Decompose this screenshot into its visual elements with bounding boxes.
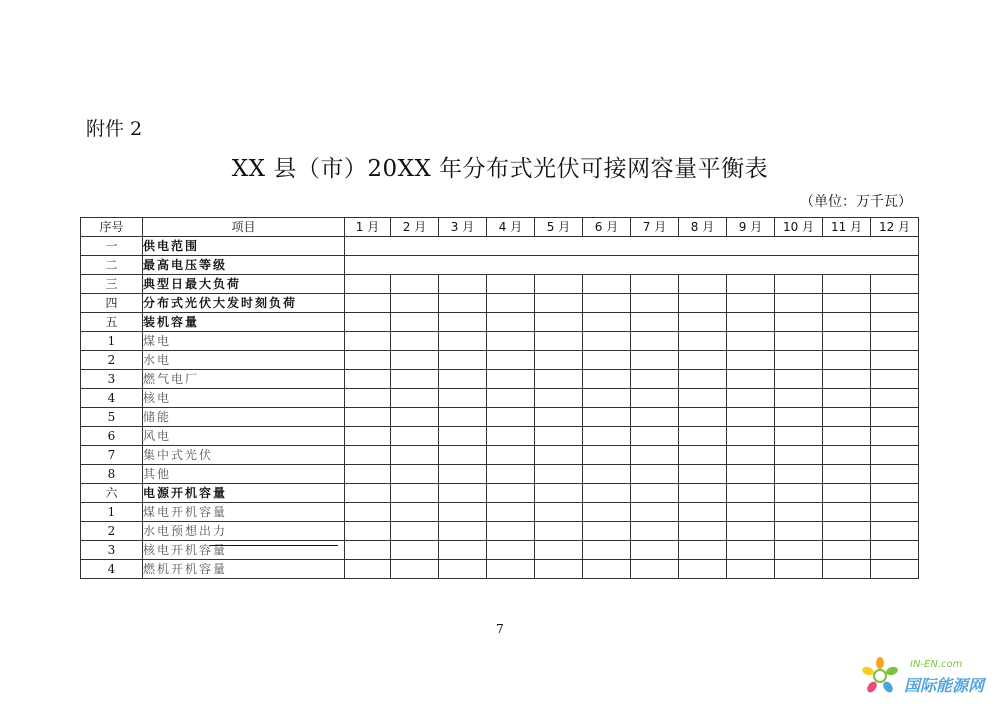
month-value-cell[interactable]: [583, 446, 631, 465]
month-value-cell[interactable]: [583, 294, 631, 313]
month-value-cell[interactable]: [345, 408, 391, 427]
month-value-cell[interactable]: [391, 446, 439, 465]
month-value-cell[interactable]: [487, 503, 535, 522]
month-value-cell[interactable]: [535, 275, 583, 294]
header-month: 7 月: [631, 218, 679, 237]
table-header-row: [81, 218, 919, 237]
month-value-cell[interactable]: [391, 294, 439, 313]
month-value-cell[interactable]: [823, 484, 871, 503]
month-value-cell[interactable]: [727, 389, 775, 408]
month-value-cell[interactable]: [583, 465, 631, 484]
month-value-cell[interactable]: [583, 427, 631, 446]
table-row: [81, 332, 919, 351]
row-number: 六: [81, 484, 143, 503]
month-value-cell[interactable]: [679, 484, 727, 503]
month-value-cell[interactable]: [775, 541, 823, 560]
month-value-cell[interactable]: [487, 370, 535, 389]
row-number: 3: [81, 541, 143, 560]
month-value-cell[interactable]: [823, 275, 871, 294]
row-item: 水电: [143, 351, 345, 370]
month-value-cell[interactable]: [727, 313, 775, 332]
month-value-cell[interactable]: [871, 446, 919, 465]
row-number: 8: [81, 465, 143, 484]
month-value-cell[interactable]: [391, 560, 439, 579]
row-number: 4: [81, 389, 143, 408]
table-row: [81, 522, 919, 541]
month-value-cell[interactable]: [535, 370, 583, 389]
month-value-cell[interactable]: [823, 351, 871, 370]
month-value-cell[interactable]: [439, 351, 487, 370]
month-value-cell[interactable]: [583, 275, 631, 294]
month-value-cell[interactable]: [583, 313, 631, 332]
row-number: 6: [81, 427, 143, 446]
table-row: [81, 484, 919, 503]
month-value-cell[interactable]: [631, 332, 679, 351]
month-value-cell[interactable]: [727, 446, 775, 465]
month-value-cell[interactable]: [823, 465, 871, 484]
month-value-cell[interactable]: [775, 313, 823, 332]
header-item: 项目: [143, 218, 345, 237]
table-row: [81, 446, 919, 465]
month-value-cell[interactable]: [439, 408, 487, 427]
month-value-cell[interactable]: [871, 351, 919, 370]
month-value-cell[interactable]: [871, 503, 919, 522]
month-value-cell[interactable]: [871, 370, 919, 389]
month-value-cell[interactable]: [345, 465, 391, 484]
month-value-cell[interactable]: [391, 484, 439, 503]
month-value-cell[interactable]: [631, 275, 679, 294]
month-value-cell[interactable]: [631, 522, 679, 541]
month-value-cell[interactable]: [391, 275, 439, 294]
month-value-cell[interactable]: [535, 313, 583, 332]
month-value-cell[interactable]: [631, 351, 679, 370]
month-value-cell[interactable]: [727, 427, 775, 446]
month-value-cell[interactable]: [439, 541, 487, 560]
row-number: 7: [81, 446, 143, 465]
row-item: 核电: [143, 389, 345, 408]
month-value-cell[interactable]: [775, 465, 823, 484]
month-value-cell[interactable]: [487, 522, 535, 541]
row-item: 燃机开机容量: [143, 560, 345, 579]
month-value-cell[interactable]: [345, 484, 391, 503]
month-value-cell[interactable]: [823, 370, 871, 389]
row-number: 1: [81, 503, 143, 522]
month-value-cell[interactable]: [391, 408, 439, 427]
month-value-cell[interactable]: [535, 389, 583, 408]
header-month: 10 月: [775, 218, 823, 237]
month-value-cell[interactable]: [871, 389, 919, 408]
month-value-cell[interactable]: [345, 522, 391, 541]
table-row: [81, 408, 919, 427]
month-value-cell[interactable]: [487, 560, 535, 579]
month-value-cell[interactable]: [631, 408, 679, 427]
row-number: 5: [81, 408, 143, 427]
month-value-cell[interactable]: [583, 332, 631, 351]
month-value-cell[interactable]: [631, 465, 679, 484]
month-value-cell[interactable]: [823, 427, 871, 446]
merged-value-cell[interactable]: [345, 237, 919, 256]
row-item: 核电开机容量: [143, 541, 345, 560]
month-value-cell[interactable]: [345, 503, 391, 522]
row-number: 五: [81, 313, 143, 332]
header-month: 2 月: [391, 218, 439, 237]
month-value-cell[interactable]: [535, 351, 583, 370]
unit-note: （单位：万千瓦）: [800, 194, 912, 210]
table-row: [81, 256, 919, 275]
month-value-cell[interactable]: [391, 522, 439, 541]
month-value-cell[interactable]: [775, 446, 823, 465]
month-value-cell[interactable]: [679, 370, 727, 389]
table-row: [81, 351, 919, 370]
month-value-cell[interactable]: [583, 408, 631, 427]
month-value-cell[interactable]: [583, 541, 631, 560]
month-value-cell[interactable]: [727, 351, 775, 370]
month-value-cell[interactable]: [727, 275, 775, 294]
month-value-cell[interactable]: [727, 503, 775, 522]
month-value-cell[interactable]: [679, 465, 727, 484]
month-value-cell[interactable]: [535, 294, 583, 313]
page-number: 7: [496, 622, 504, 636]
month-value-cell[interactable]: [391, 389, 439, 408]
month-value-cell[interactable]: [391, 370, 439, 389]
month-value-cell[interactable]: [345, 389, 391, 408]
header-month: 6 月: [583, 218, 631, 237]
month-value-cell[interactable]: [631, 560, 679, 579]
month-value-cell[interactable]: [823, 522, 871, 541]
month-value-cell[interactable]: [439, 560, 487, 579]
month-value-cell[interactable]: [345, 313, 391, 332]
row-number: 四: [81, 294, 143, 313]
month-value-cell[interactable]: [439, 275, 487, 294]
row-number: 4: [81, 560, 143, 579]
month-value-cell[interactable]: [871, 465, 919, 484]
month-value-cell[interactable]: [823, 503, 871, 522]
table-row: [81, 560, 919, 579]
month-value-cell[interactable]: [871, 484, 919, 503]
table-body: [81, 237, 919, 579]
row-item: 分布式光伏大发时刻负荷: [143, 294, 345, 313]
month-value-cell[interactable]: [871, 313, 919, 332]
month-value-cell[interactable]: [679, 446, 727, 465]
month-value-cell[interactable]: [727, 484, 775, 503]
table-row: [81, 370, 919, 389]
month-value-cell[interactable]: [583, 522, 631, 541]
month-value-cell[interactable]: [871, 275, 919, 294]
month-value-cell[interactable]: [823, 446, 871, 465]
month-value-cell[interactable]: [535, 408, 583, 427]
month-value-cell[interactable]: [439, 522, 487, 541]
row-item: 装机容量: [143, 313, 345, 332]
row-number: 1: [81, 332, 143, 351]
month-value-cell[interactable]: [439, 484, 487, 503]
month-value-cell[interactable]: [679, 408, 727, 427]
month-value-cell[interactable]: [823, 408, 871, 427]
month-value-cell[interactable]: [775, 503, 823, 522]
row-number: 三: [81, 275, 143, 294]
row-item: 燃气电厂: [143, 370, 345, 389]
month-value-cell[interactable]: [487, 275, 535, 294]
row-item: 煤电开机容量: [143, 503, 345, 522]
month-value-cell[interactable]: [679, 389, 727, 408]
month-value-cell[interactable]: [871, 522, 919, 541]
month-value-cell[interactable]: [775, 560, 823, 579]
month-value-cell[interactable]: [823, 332, 871, 351]
month-value-cell[interactable]: [631, 541, 679, 560]
month-value-cell[interactable]: [727, 332, 775, 351]
month-value-cell[interactable]: [487, 427, 535, 446]
table-row: [81, 503, 919, 522]
capacity-balance-table: [80, 217, 919, 579]
month-value-cell[interactable]: [345, 275, 391, 294]
month-value-cell[interactable]: [439, 370, 487, 389]
month-value-cell[interactable]: [345, 370, 391, 389]
month-value-cell[interactable]: [345, 446, 391, 465]
table-row: [81, 237, 919, 256]
document-title: XX 县（市）20XX 年分布式光伏可接网容量平衡表: [231, 156, 769, 182]
month-value-cell[interactable]: [535, 560, 583, 579]
header-month: 3 月: [439, 218, 487, 237]
month-value-cell[interactable]: [679, 332, 727, 351]
month-value-cell[interactable]: [345, 332, 391, 351]
month-value-cell[interactable]: [391, 427, 439, 446]
header-month: 12 月: [871, 218, 919, 237]
month-value-cell[interactable]: [439, 313, 487, 332]
month-value-cell[interactable]: [727, 522, 775, 541]
month-value-cell[interactable]: [583, 484, 631, 503]
month-value-cell[interactable]: [775, 332, 823, 351]
row-item: 集中式光伏: [143, 446, 345, 465]
month-value-cell[interactable]: [535, 484, 583, 503]
month-value-cell[interactable]: [871, 332, 919, 351]
month-value-cell[interactable]: [535, 541, 583, 560]
table-row: [81, 275, 919, 294]
month-value-cell[interactable]: [391, 503, 439, 522]
month-value-cell[interactable]: [631, 294, 679, 313]
month-value-cell[interactable]: [631, 503, 679, 522]
row-item: 风电: [143, 427, 345, 446]
row-item: 供电范围: [143, 237, 345, 256]
month-value-cell[interactable]: [775, 389, 823, 408]
month-value-cell[interactable]: [823, 294, 871, 313]
month-value-cell[interactable]: [487, 484, 535, 503]
table-row: [81, 427, 919, 446]
month-value-cell[interactable]: [871, 427, 919, 446]
month-value-cell[interactable]: [535, 465, 583, 484]
month-value-cell[interactable]: [871, 294, 919, 313]
month-value-cell[interactable]: [679, 351, 727, 370]
month-value-cell[interactable]: [775, 294, 823, 313]
header-month: 8 月: [679, 218, 727, 237]
month-value-cell[interactable]: [631, 389, 679, 408]
month-value-cell[interactable]: [775, 522, 823, 541]
month-value-cell[interactable]: [535, 446, 583, 465]
month-value-cell[interactable]: [631, 484, 679, 503]
month-value-cell[interactable]: [487, 294, 535, 313]
month-value-cell[interactable]: [487, 351, 535, 370]
month-value-cell[interactable]: [679, 560, 727, 579]
merged-value-cell[interactable]: [345, 256, 919, 275]
row-number: 二: [81, 256, 143, 275]
month-value-cell[interactable]: [775, 370, 823, 389]
month-value-cell[interactable]: [583, 370, 631, 389]
month-value-cell[interactable]: [631, 427, 679, 446]
header-no: 序号: [81, 218, 143, 237]
month-value-cell[interactable]: [487, 313, 535, 332]
row-item: 电源开机容量: [143, 484, 345, 503]
month-value-cell[interactable]: [345, 351, 391, 370]
month-value-cell[interactable]: [871, 560, 919, 579]
month-value-cell[interactable]: [631, 370, 679, 389]
month-value-cell[interactable]: [727, 541, 775, 560]
table-row: [81, 541, 919, 560]
month-value-cell[interactable]: [679, 503, 727, 522]
attachment-label: 附件 2: [86, 118, 143, 140]
month-value-cell[interactable]: [487, 332, 535, 351]
month-value-cell[interactable]: [391, 313, 439, 332]
month-value-cell[interactable]: [727, 560, 775, 579]
month-value-cell[interactable]: [439, 465, 487, 484]
month-value-cell[interactable]: [727, 408, 775, 427]
month-value-cell[interactable]: [775, 408, 823, 427]
month-value-cell[interactable]: [679, 427, 727, 446]
month-value-cell[interactable]: [439, 503, 487, 522]
row-number: 一: [81, 237, 143, 256]
month-value-cell[interactable]: [727, 370, 775, 389]
month-value-cell[interactable]: [775, 351, 823, 370]
row-number: 2: [81, 351, 143, 370]
header-month: 1 月: [345, 218, 391, 237]
month-value-cell[interactable]: [439, 446, 487, 465]
month-value-cell[interactable]: [583, 389, 631, 408]
month-value-cell[interactable]: [487, 446, 535, 465]
underline-mark: [210, 545, 338, 546]
month-value-cell[interactable]: [871, 541, 919, 560]
month-value-cell[interactable]: [775, 427, 823, 446]
table-row: [81, 389, 919, 408]
month-value-cell[interactable]: [727, 465, 775, 484]
month-value-cell[interactable]: [871, 408, 919, 427]
watermark-cn: 国际能源网: [904, 676, 985, 695]
month-value-cell[interactable]: [775, 275, 823, 294]
month-value-cell[interactable]: [823, 560, 871, 579]
row-number: 3: [81, 370, 143, 389]
watermark-en: IN-EN.com: [910, 659, 963, 670]
table-row: [81, 313, 919, 332]
month-value-cell[interactable]: [487, 541, 535, 560]
month-value-cell[interactable]: [391, 465, 439, 484]
table-row: [81, 294, 919, 313]
header-month: 5 月: [535, 218, 583, 237]
row-item: 其他: [143, 465, 345, 484]
month-value-cell[interactable]: [823, 389, 871, 408]
month-value-cell[interactable]: [439, 427, 487, 446]
month-value-cell[interactable]: [583, 560, 631, 579]
row-item: 典型日最大负荷: [143, 275, 345, 294]
month-value-cell[interactable]: [583, 503, 631, 522]
month-value-cell[interactable]: [487, 389, 535, 408]
month-value-cell[interactable]: [679, 522, 727, 541]
month-value-cell[interactable]: [345, 294, 391, 313]
month-value-cell[interactable]: [727, 294, 775, 313]
month-value-cell[interactable]: [535, 503, 583, 522]
month-value-cell[interactable]: [823, 313, 871, 332]
month-value-cell[interactable]: [583, 351, 631, 370]
month-value-cell[interactable]: [823, 541, 871, 560]
month-value-cell[interactable]: [439, 332, 487, 351]
header-month: 9 月: [727, 218, 775, 237]
month-value-cell[interactable]: [391, 541, 439, 560]
header-month: 4 月: [487, 218, 535, 237]
month-value-cell[interactable]: [391, 351, 439, 370]
month-value-cell[interactable]: [487, 465, 535, 484]
row-item: 水电预想出力: [143, 522, 345, 541]
month-value-cell[interactable]: [535, 522, 583, 541]
header-month: 11 月: [823, 218, 871, 237]
month-value-cell[interactable]: [345, 560, 391, 579]
month-value-cell[interactable]: [439, 389, 487, 408]
month-value-cell[interactable]: [679, 541, 727, 560]
month-value-cell[interactable]: [487, 408, 535, 427]
month-value-cell[interactable]: [679, 313, 727, 332]
month-value-cell[interactable]: [535, 332, 583, 351]
month-value-cell[interactable]: [775, 484, 823, 503]
month-value-cell[interactable]: [535, 427, 583, 446]
row-item: 煤电: [143, 332, 345, 351]
table-row: [81, 465, 919, 484]
month-value-cell[interactable]: [631, 446, 679, 465]
row-number: 2: [81, 522, 143, 541]
row-item: 最高电压等级: [143, 256, 345, 275]
month-value-cell[interactable]: [391, 332, 439, 351]
month-value-cell[interactable]: [679, 294, 727, 313]
month-value-cell[interactable]: [631, 313, 679, 332]
row-item: 储能: [143, 408, 345, 427]
month-value-cell[interactable]: [345, 541, 391, 560]
month-value-cell[interactable]: [345, 427, 391, 446]
month-value-cell[interactable]: [679, 275, 727, 294]
month-value-cell[interactable]: [439, 294, 487, 313]
